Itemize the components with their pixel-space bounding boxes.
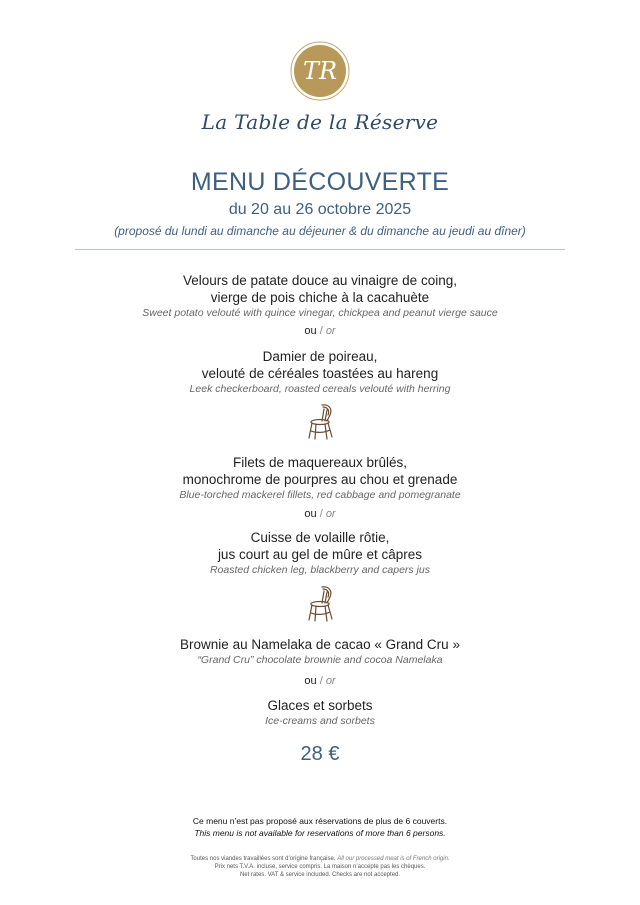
reservation-note-en: This menu is not available for reservations of more than 6 persons.: [194, 828, 446, 838]
footer-origin-fr: Toutes nos viandes travaillées sont d’origine française.: [190, 856, 336, 862]
dish-fr: Damier de poireau,: [262, 349, 378, 364]
main-option-2: [0, 529, 640, 577]
brand-name: La Table de la Réserve: [201, 110, 439, 134]
reservation-note-fr: Ce menu n’est pas proposé aux réservations de plus de 6 couverts.: [192, 816, 448, 826]
dish-en: “Grand Cru” chocolate brownie and cocoa Namelaka: [197, 654, 443, 666]
dish-fr: velouté de céréales toastées au hareng: [201, 366, 439, 381]
or-separator: [0, 508, 640, 520]
menu-dates: du 20 au 26 octobre 2025: [228, 201, 412, 218]
or-slash: /: [316, 325, 326, 337]
dish-en: Blue-torched mackerel fillets, red cabbage and pomegranate: [179, 489, 461, 501]
or-fr: ou: [304, 675, 317, 687]
or-en: or: [325, 675, 336, 687]
bistro-chair-icon: [306, 585, 336, 623]
or-en: or: [325, 325, 336, 337]
divider: [75, 249, 565, 250]
dish-en: Sweet potato velouté with quince vinegar, chickpea and peanut vierge sauce: [142, 307, 498, 319]
dish-en: Roasted chicken leg, blackberry and capers jus: [209, 564, 431, 576]
footer-line-2: Prix nets T.V.A. incluse, service compris. La maison n’accepte pas les chèques.: [214, 864, 426, 870]
or-separator: [0, 325, 640, 337]
footer-origin-en: All our processed meat is of French origin.: [337, 856, 450, 862]
starter-option-2: [0, 348, 640, 396]
or-fr: ou: [304, 508, 317, 520]
dish-fr: jus court au gel de mûre et câpres: [217, 547, 423, 562]
main-option-1: [0, 454, 640, 502]
logo-medallion: [290, 41, 350, 101]
dish-en: Leek checkerboard, roasted cereals velouté with herring: [189, 383, 451, 395]
dish-fr: Glaces et sorbets: [267, 698, 373, 713]
dish-fr: monochrome de pourpres au chou et grenade: [182, 472, 458, 487]
menu-price: 28 €: [300, 743, 340, 765]
dessert-option-1: [0, 636, 640, 667]
or-fr: ou: [304, 325, 317, 337]
dish-fr: Velours de patate douce au vinaigre de coing,: [183, 273, 457, 288]
footer-line-3: Net rates. VAT & service included. Checks are not accepted.: [239, 872, 401, 878]
or-slash: /: [316, 508, 326, 520]
starter-option-1: [0, 272, 640, 320]
footer-line-1: [0, 855, 640, 863]
dish-fr: vierge de pois chiche à la cacahuète: [210, 290, 430, 305]
or-separator: [0, 675, 640, 687]
dessert-option-2: [0, 697, 640, 728]
or-en: or: [325, 508, 336, 520]
dish-fr: Filets de maquereaux brûlés,: [232, 455, 408, 470]
dish-en: Ice-creams and sorbets: [265, 715, 375, 727]
dish-fr: Cuisse de volaille rôtie,: [250, 530, 390, 545]
or-slash: /: [316, 675, 326, 687]
logo-monogram: TR: [302, 57, 338, 85]
bistro-chair-icon: [306, 403, 336, 441]
menu-availability: (proposé du lundi au dimanche au déjeuner & du dimanche au jeudi au dîner): [114, 224, 526, 238]
menu-title: MENU DÉCOUVERTE: [190, 168, 450, 196]
dish-fr: Brownie au Namelaka de cacao « Grand Cru »: [180, 637, 460, 652]
